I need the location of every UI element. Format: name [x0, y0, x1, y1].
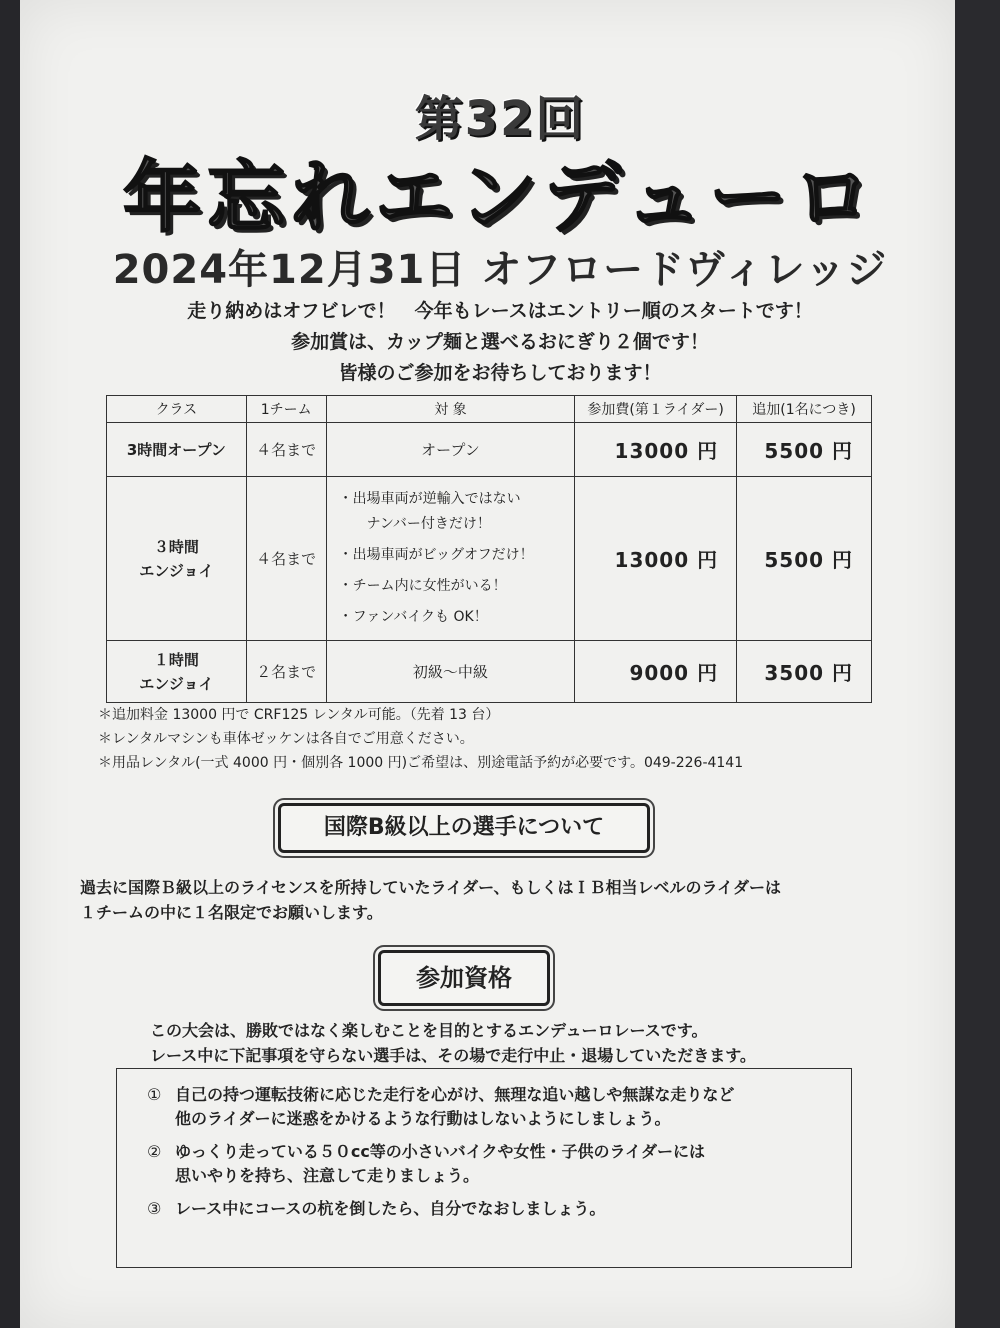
intro-line: 走り納めはオフビレで！ 今年もレースはエントリー順のスタートです！	[187, 300, 813, 322]
paragraph-line: この大会は、勝敗ではなく楽しむことを目的とするエンデューロレースです。	[150, 1021, 708, 1040]
header-team: 1チーム	[246, 396, 326, 423]
table-header-row	[107, 396, 872, 423]
class-cell	[107, 641, 247, 703]
header-extra: 追加(1名につき)	[737, 396, 872, 423]
condition-item: ・ファンバイクも OK！	[338, 609, 488, 625]
rule-line: 思いやりを持ち、注意して走りましょう。	[175, 1166, 480, 1185]
notes	[98, 703, 743, 775]
class-line: １時間	[153, 650, 199, 669]
table-row	[107, 477, 872, 641]
team-cell: ４名まで	[246, 423, 326, 477]
paragraph-line: １チームの中に１名限定でお願いします。	[80, 903, 383, 922]
event-date-venue: 2024年12月31日 オフロードヴィレッジ	[112, 247, 888, 293]
paragraph-line: レース中に下記事項を守らない選手は、その場で走行中止・退場していただきます。	[150, 1046, 756, 1065]
class-cell	[107, 477, 247, 641]
condition-item: ナンバー付きだけ！	[366, 516, 491, 532]
condition-item: ・出場車両がビッグオフだけ！	[338, 547, 534, 563]
target-cell: 初級～中級	[326, 641, 575, 703]
rule-number: ②	[147, 1142, 162, 1161]
note-item: ＊レンタルマシンも車体ゼッケンは各自でご用意ください。	[98, 731, 474, 747]
class-line: ３時間	[153, 537, 199, 556]
table-row	[107, 423, 872, 477]
intro-text	[0, 296, 1000, 389]
header-fee: 参加費(第１ライダー)	[575, 396, 737, 423]
paragraph-line: 過去に国際Ｂ級以上のライセンスを所持していたライダー、もしくはＩＢ相当レベルのライダーは	[80, 878, 781, 897]
rule-number: ③	[147, 1199, 162, 1218]
team-cell: ４名まで	[246, 477, 326, 641]
header-target: 対 象	[326, 396, 575, 423]
class-line: エンジョイ	[139, 561, 214, 580]
section-title-b-class: 国際B級以上の選手について	[278, 803, 650, 853]
fee-cell: 9000 円	[575, 641, 737, 703]
note-item: ＊用品レンタル(一式 4000 円・個別各 1000 円)ご希望は、別途電話予約が必要です。049-226-4141	[98, 755, 744, 771]
rule-line: ゆっくり走っている５０cc等の小さいバイクや女性・子供のライダーには	[175, 1142, 706, 1161]
fee-cell: 13000 円	[575, 423, 737, 477]
rule-item	[147, 1140, 837, 1188]
table-row	[107, 641, 872, 703]
rules-box	[116, 1068, 852, 1268]
rule-line: 自己の持つ運転技術に応じた走行を心がけ、無理な追い越しや無謀な走りなど	[175, 1085, 735, 1104]
fee-cell: 13000 円	[575, 477, 737, 641]
condition-item: ・出場車両が逆輸入ではない	[338, 491, 521, 507]
intro-line: 参加賞は、カップ麺と選べるおにぎり２個です！	[291, 331, 709, 353]
b-class-text	[80, 875, 781, 925]
intro-line: 皆様のご参加をお待ちしております！	[338, 362, 662, 384]
section-title-eligibility: 参加資格	[378, 950, 550, 1006]
eligibility-text	[150, 1018, 756, 1068]
class-cell: 3時間オープン	[107, 423, 247, 477]
rule-item	[147, 1197, 837, 1221]
edition-number: 第32回	[414, 91, 586, 147]
event-title: 年忘れエンデューロ	[123, 153, 877, 243]
conditions-cell	[326, 477, 575, 641]
note-item: ＊追加料金 13000 円で CRF125 レンタル可能。（先着 13 台）	[98, 707, 500, 723]
condition-item: ・チーム内に女性がいる！	[338, 578, 507, 594]
rule-number: ①	[147, 1085, 162, 1104]
extra-cell: 5500 円	[737, 477, 872, 641]
extra-cell: 3500 円	[737, 641, 872, 703]
rule-line: 他のライダーに迷惑をかけるような行動はしないようにしましょう。	[175, 1109, 671, 1128]
rule-item	[147, 1083, 837, 1131]
rule-line: レース中にコースの杭を倒したら、自分でなおしましょう。	[175, 1199, 606, 1218]
extra-cell: 5500 円	[737, 423, 872, 477]
target-cell: オープン	[326, 423, 575, 477]
team-cell: ２名まで	[246, 641, 326, 703]
class-line: エンジョイ	[139, 674, 214, 693]
header-class: クラス	[107, 396, 247, 423]
fee-table	[106, 395, 872, 703]
